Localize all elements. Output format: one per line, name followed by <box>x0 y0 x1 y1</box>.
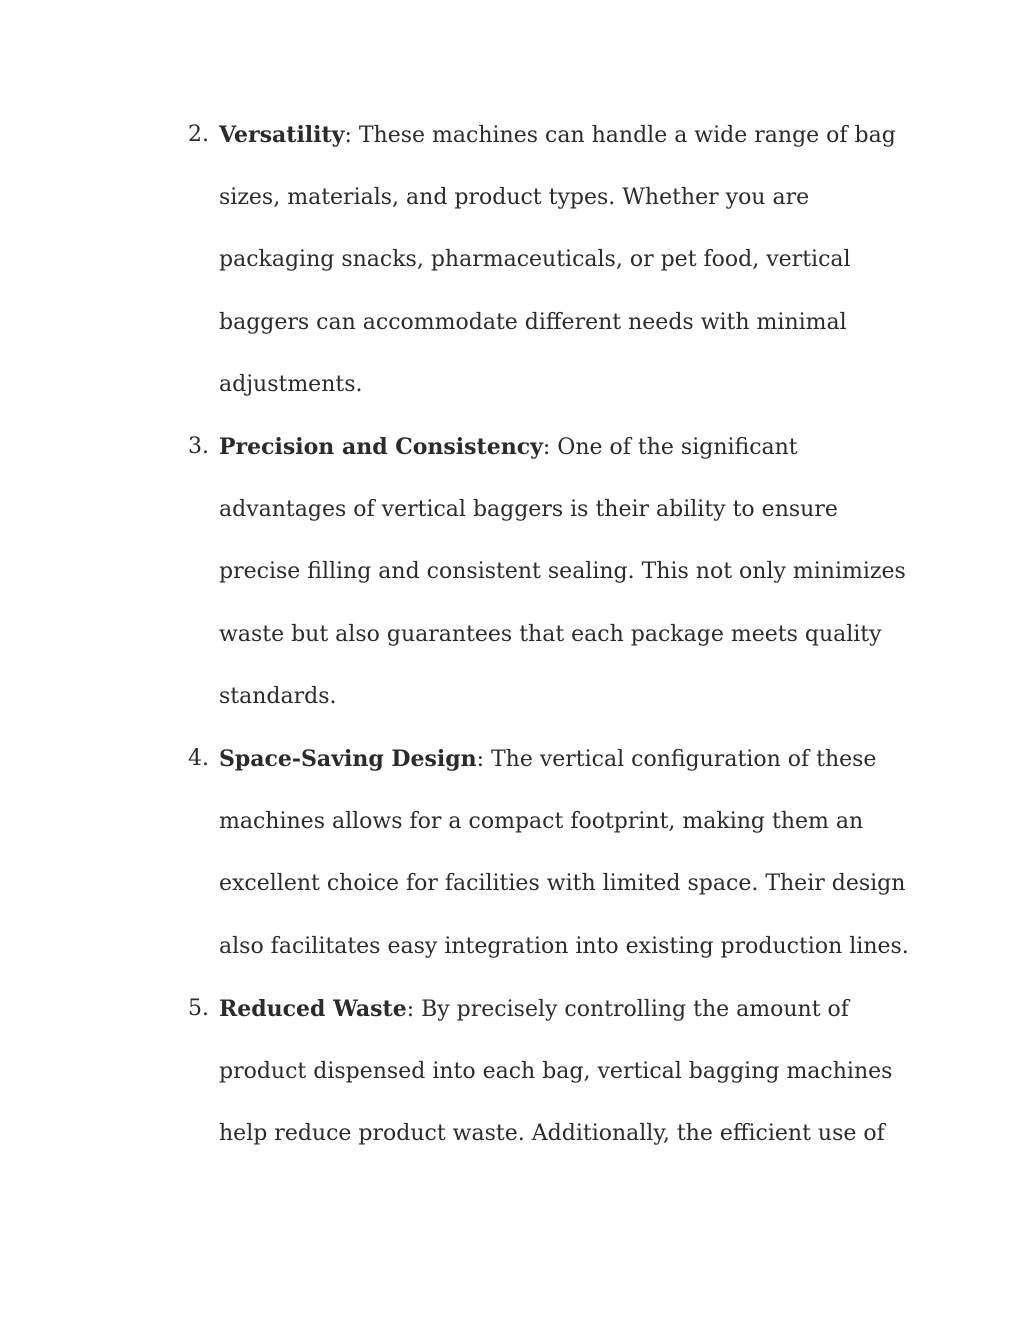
text-line: advantages of vertical baggers is their ability to ensure <box>219 497 838 523</box>
first-text-line <box>219 728 908 791</box>
body-text: : One of the significant <box>542 435 798 461</box>
text-line: baggers can accommodate different needs with minimal <box>219 309 847 335</box>
text-line: help reduce product waste. Additionally, the efficient use of <box>219 1121 885 1147</box>
body-text: : The vertical configuration of these <box>476 747 877 773</box>
list-number: 2. <box>188 122 209 147</box>
list-item-precision-and-consistency <box>188 416 908 728</box>
list-number: 3. <box>188 434 209 460</box>
text-line: also facilitates easy integration into existing production lines. <box>219 933 909 959</box>
bold-term: Reduced Waste <box>219 995 407 1022</box>
text-line: adjustments. <box>219 371 363 397</box>
bold-term: Versatility <box>219 122 345 148</box>
text-line: excellent choice for facilities with limited space. Their design <box>219 871 906 897</box>
text-line: packaging snacks, pharmaceuticals, or pet food, vertical <box>219 247 851 273</box>
first-text-line <box>219 104 908 167</box>
text-line: standards. <box>219 683 337 709</box>
list-number: 5. <box>188 995 209 1021</box>
numbered-benefits-list <box>188 104 908 1165</box>
list-item-space-saving-design <box>188 728 908 978</box>
list-item-text <box>219 728 908 978</box>
text-line: precise filling and consistent sealing. This not only minimizes <box>219 559 906 585</box>
list-number: 4. <box>188 746 209 772</box>
list-item-text <box>219 416 908 728</box>
bold-term: Space-Saving Design <box>219 746 477 773</box>
list-item-text <box>219 978 908 1166</box>
body-text: : By precisely controlling the amount of <box>406 996 849 1022</box>
first-text-line <box>219 416 908 479</box>
list-item-text <box>219 104 908 416</box>
list-item-reduced-waste <box>188 978 908 1166</box>
text-line: waste but also guarantees that each package meets quality <box>219 621 882 647</box>
list-item-versatility <box>188 104 908 416</box>
text-line: product dispensed into each bag, vertical bagging machines <box>219 1059 893 1085</box>
first-text-line <box>219 978 908 1041</box>
bold-term: Precision and Consistency <box>219 434 543 461</box>
text-line: machines allows for a compact footprint, making them an <box>219 809 864 835</box>
text-line: sizes, materials, and product types. Whether you are <box>219 185 810 211</box>
body-text: : These machines can handle a wide range of bag <box>344 123 896 148</box>
